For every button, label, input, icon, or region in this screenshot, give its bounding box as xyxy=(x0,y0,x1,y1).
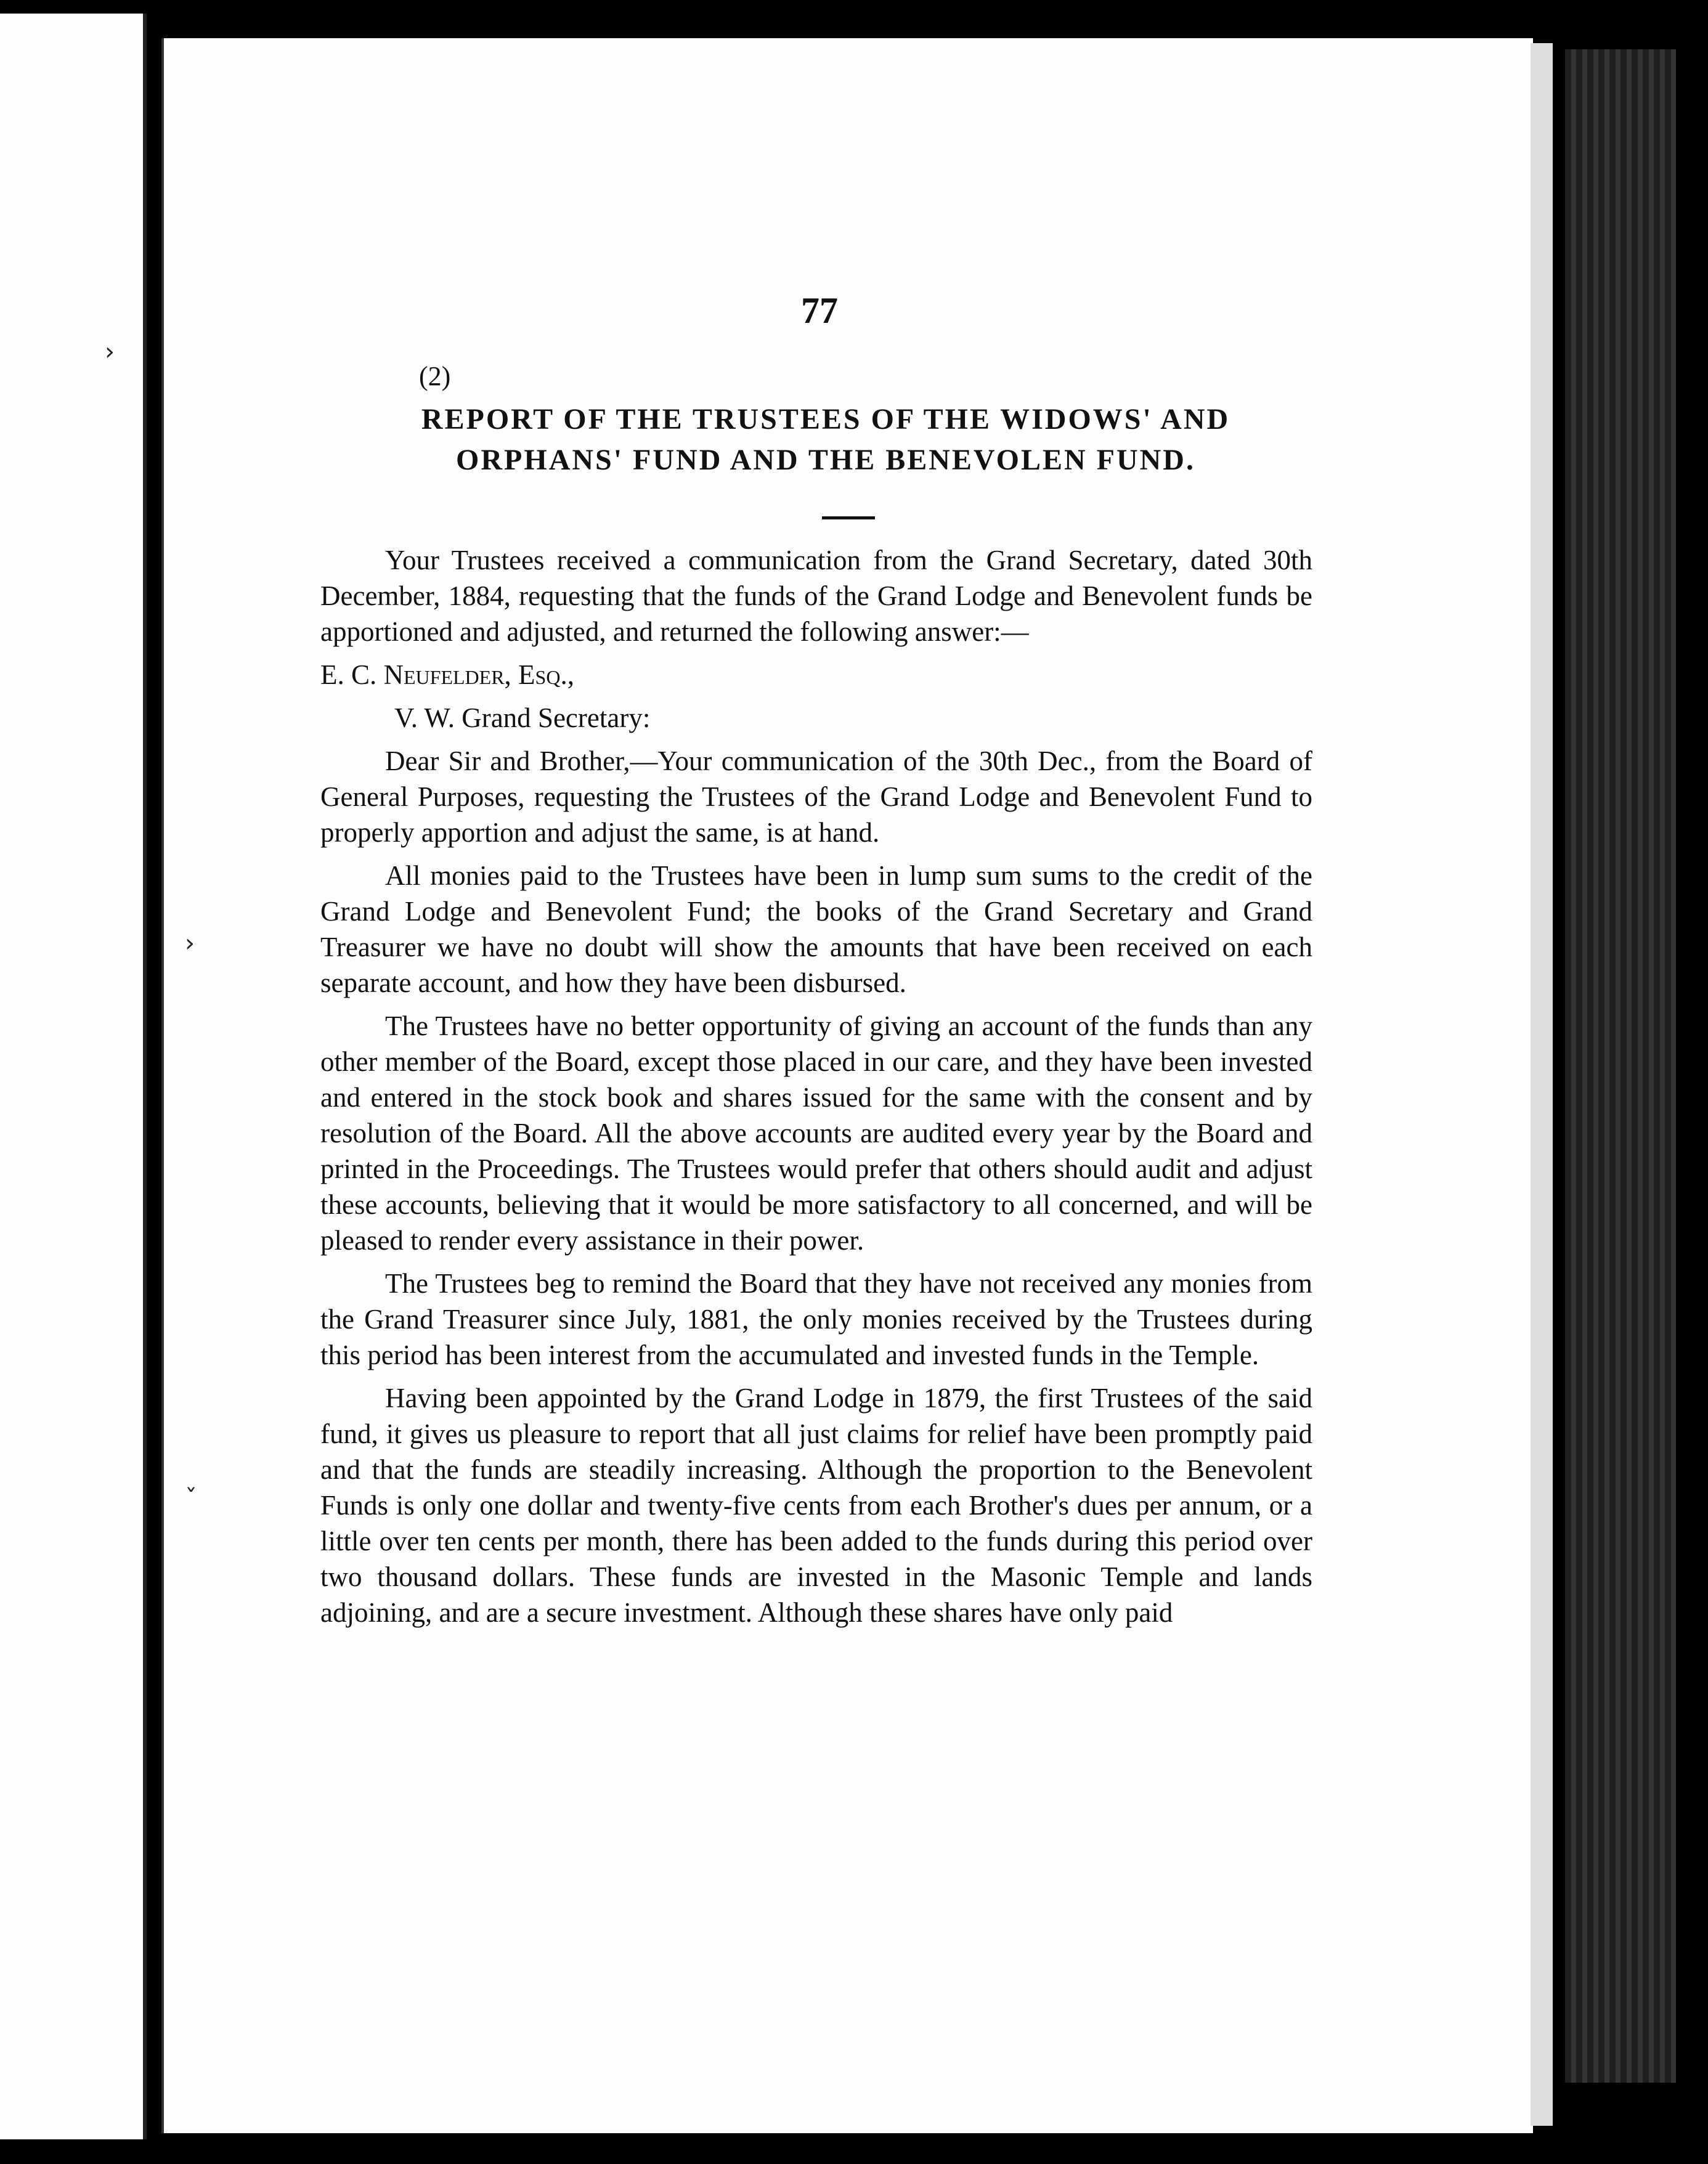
addressee-name xyxy=(320,657,1312,693)
letter-paragraph: Dear Sir and Brother,—Your communication of the 30th Dec., from the Board of General Purposes, requesting the Trustees of the Grand Lodge and Benevolent Fund to properly apportion and adjust the same, is at hand. xyxy=(320,746,1312,848)
margin-mark: ˇ xyxy=(185,1485,197,1513)
addressee-name-text: E. C. Neufelder, Esq., xyxy=(320,659,574,690)
title-line-1: REPORT OF THE TRUSTEES OF THE WIDOWS' AND xyxy=(421,403,1230,436)
margin-mark: › xyxy=(105,338,115,366)
addressee-title: V. W. Grand Secretary: xyxy=(394,702,651,733)
report-title xyxy=(345,399,1306,481)
margin-mark: › xyxy=(185,929,195,958)
page-number: 77 xyxy=(801,290,838,331)
title-divider xyxy=(822,516,875,519)
book-page-stack xyxy=(1565,49,1676,2083)
report-body xyxy=(320,542,1312,1638)
letter-paragraph: Having been appointed by the Grand Lodge in 1879, the first Trustees of the said fund, it gives us pleasure to report that all just claims for relief have been promptly paid and that the funds are steadily increasing. Although the proportion to the Benevolent Funds is only one dollar and twenty-five cents from each Brother's dues per annum, or a little over ten cents per month, there has been added to the funds during this period over two thousand dollars. These funds are invested in the Masonic Temple and lands adjoining, and are a secure investment. Although these shares have only paid xyxy=(320,1383,1312,1628)
intro-paragraph: Your Trustees received a communication from the Grand Secretary, dated 30th December, 1884, requesting that the funds of the Grand Lodge and Benevolent funds be apportioned and adjusted, and returned the following answer:— xyxy=(320,545,1312,647)
letter-paragraph: The Trustees have no better opportunity of giving an account of the funds than any other member of the Board, except those placed in our care, and they have been invested and entered in the stock book and shares issued for the same with the consent and by resolution of the Board. All the above accounts are audited every year by the Board and printed in the Proceedings. The Trustees would prefer that others should audit and adjust these accounts, believing that it would be more satisfactory to all concerned, and will be pleased to render every assistance in their power. xyxy=(320,1011,1312,1256)
facing-page xyxy=(0,14,147,2139)
letter-paragraph: All monies paid to the Trustees have been in lump sum sums to the credit of the Grand Lodge and Benevolent Fund; the books of the Grand Secretary and Grand Treasurer we have no doubt will show the amounts that have been received on each separate account, and how they have been disbursed. xyxy=(320,860,1312,998)
section-mark: (2) xyxy=(419,361,451,391)
letter-paragraph: The Trustees beg to remind the Board that they have not received any monies from the Grand Treasurer since July, 1881, the only monies received by the Trustees during this period has been interest from the accumulated and invested funds in the Temple. xyxy=(320,1268,1312,1370)
title-line-2: ORPHANS' FUND AND THE BENEVOLEN FUND. xyxy=(456,444,1195,476)
page-edge xyxy=(1531,43,1553,2126)
